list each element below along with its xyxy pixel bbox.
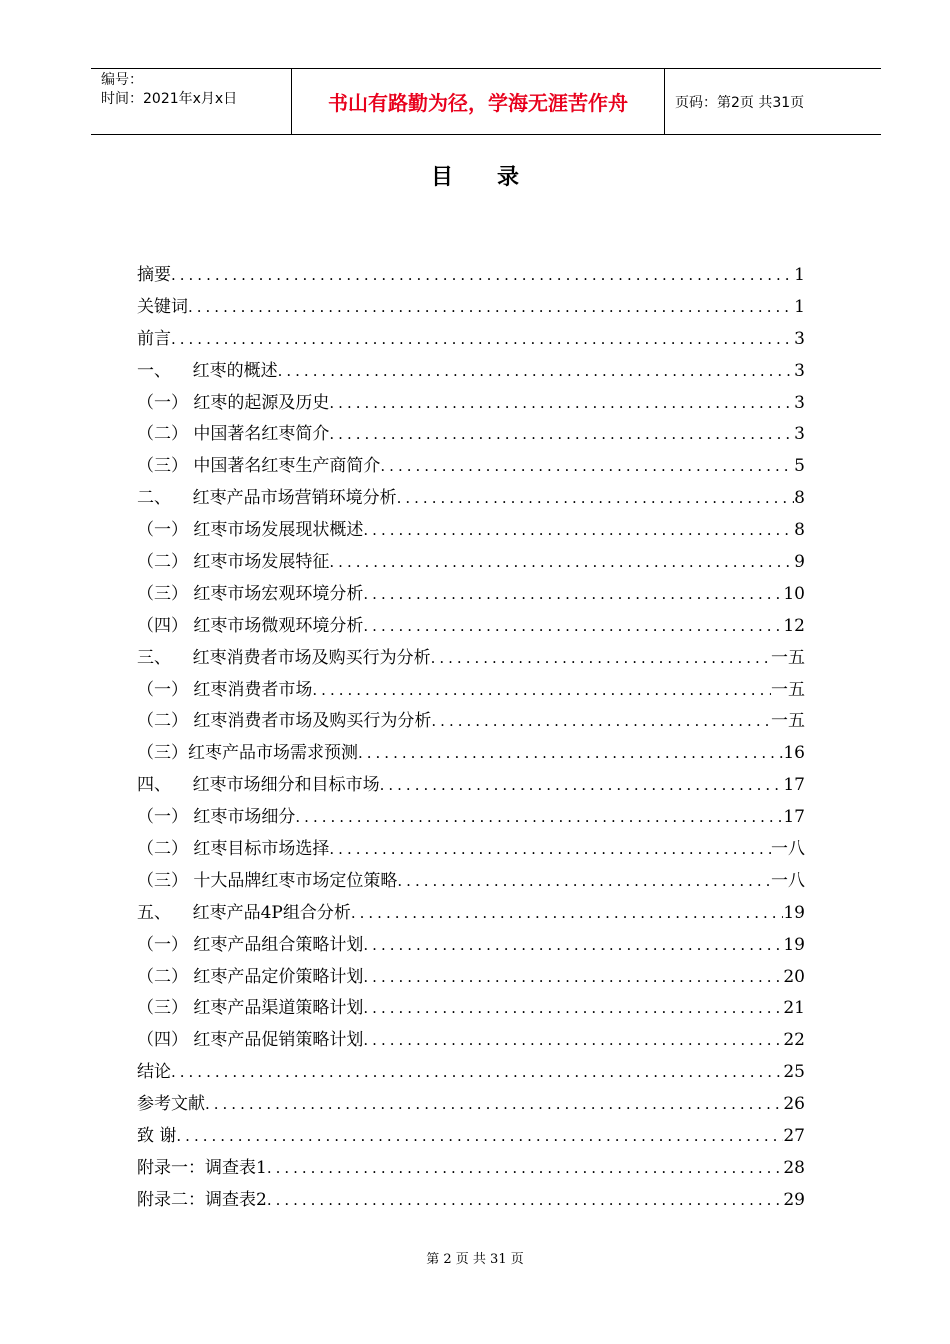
toc-leader-dots <box>363 999 783 1017</box>
toc-leader-dots <box>267 1159 784 1177</box>
toc-entry[interactable] <box>137 451 805 483</box>
toc-entry[interactable] <box>137 1121 805 1153</box>
toc-entry[interactable] <box>137 930 805 962</box>
toc-entry-label: （三） 十大品牌红枣市场定位策略 <box>137 870 398 891</box>
toc-entry[interactable] <box>137 1057 805 1089</box>
toc-entry-page: 20 <box>783 966 805 987</box>
toc-leader-dots <box>329 394 794 412</box>
toc-entry[interactable] <box>137 834 805 866</box>
toc-entry-label: （四） 红枣产品促销策略计划 <box>137 1030 364 1051</box>
toc-entry-page: 8 <box>794 488 805 509</box>
toc-entry-page: 17 <box>783 807 805 828</box>
toc-entry-label: （二） 红枣消费者市场及购买行为分析 <box>137 711 432 732</box>
toc-entry-page: 17 <box>783 775 805 796</box>
toc-entry-page: 19 <box>783 902 805 923</box>
toc-entry-label: 摘要 <box>137 265 171 285</box>
toc-entry-label: （二） 中国著名红枣简介 <box>137 424 330 445</box>
toc-entry-label: （三） 中国著名红枣生产商简介 <box>137 456 381 477</box>
toc-entry[interactable] <box>137 388 805 420</box>
toc-entry-label: （一） 红枣消费者市场 <box>137 679 313 700</box>
toc-leader-dots <box>363 936 783 954</box>
toc-leader-dots <box>431 649 771 667</box>
toc-entry[interactable] <box>137 1025 805 1057</box>
toc-leader-dots <box>295 808 783 826</box>
toc-entry[interactable] <box>137 1185 805 1217</box>
toc-entry[interactable] <box>137 898 805 930</box>
toc-entry[interactable] <box>137 515 805 547</box>
toc-leader-dots <box>329 553 794 571</box>
toc-entry-label: 五、 红枣产品4P组合分析 <box>137 902 351 923</box>
toc-entry-page: 26 <box>783 1094 805 1115</box>
toc-entry[interactable] <box>137 770 805 802</box>
toc-entry-page: 3 <box>794 360 805 381</box>
toc-entry-label: 参考文献 <box>137 1094 205 1115</box>
toc-leader-dots <box>380 457 794 475</box>
toc-entry-label: 二、 红枣产品市场营销环境分析 <box>137 488 397 509</box>
toc-entry-label: 致 谢 <box>137 1126 177 1147</box>
toc-leader-dots <box>397 872 771 890</box>
toc-entry[interactable] <box>137 579 805 611</box>
toc-entry-page: 3 <box>794 392 805 413</box>
toc-entry-page: 10 <box>783 583 805 604</box>
toc-leader-dots <box>351 904 783 922</box>
toc-leader-dots <box>267 1191 784 1209</box>
toc-entry-page: 一八 <box>771 870 805 891</box>
toc-entry[interactable] <box>137 292 805 324</box>
toc-entry[interactable] <box>137 738 805 770</box>
toc-entry-page: 9 <box>794 552 805 573</box>
toc-leader-dots <box>171 330 794 348</box>
toc-entry-label: （三） 红枣市场宏观环境分析 <box>137 583 364 604</box>
toc-entry-page: 19 <box>783 934 805 955</box>
toc-entry-label: （一） 红枣市场发展现状概述 <box>137 520 364 541</box>
toc-entry-label: 四、 红枣市场细分和目标市场 <box>137 775 380 796</box>
page-header <box>91 68 881 135</box>
toc-entry[interactable] <box>137 675 805 707</box>
toc-entry-page: 1 <box>794 296 805 317</box>
toc-entry-page: 27 <box>783 1126 805 1147</box>
page-footer: 第 2 页 共 31 页 <box>426 1252 524 1267</box>
toc-entry[interactable] <box>137 483 805 515</box>
table-of-contents <box>137 260 805 1217</box>
header-meta <box>91 69 292 134</box>
toc-entry[interactable] <box>137 866 805 898</box>
toc-entry-label: 附录二：调查表2 <box>137 1189 267 1210</box>
toc-entry-page: 8 <box>794 520 805 541</box>
toc-entry-label: 一、 红枣的概述 <box>137 360 278 381</box>
toc-entry[interactable] <box>137 802 805 834</box>
toc-entry-label: 结论 <box>137 1062 171 1083</box>
toc-entry[interactable] <box>137 611 805 643</box>
toc-entry-label: （二） 红枣产品定价策略计划 <box>137 966 364 987</box>
toc-leader-dots <box>431 712 771 730</box>
toc-entry[interactable] <box>137 706 805 738</box>
toc-entry[interactable] <box>137 547 805 579</box>
toc-entry[interactable] <box>137 356 805 388</box>
toc-entry[interactable] <box>137 1089 805 1121</box>
toc-entry-label: （二） 红枣市场发展特征 <box>137 552 330 573</box>
header-page-label: 页码：第2页 共31页 <box>675 94 805 111</box>
time-label: 时间：2021年x月x日 <box>101 91 238 107</box>
toc-entry-label: 前言 <box>137 328 171 349</box>
toc-leader-dots <box>188 298 794 316</box>
toc-leader-dots <box>176 1127 783 1145</box>
toc-entry[interactable] <box>137 260 805 292</box>
toc-entry-page: 12 <box>783 615 805 636</box>
toc-entry-page: 29 <box>783 1189 805 1210</box>
serial-label: 编号： <box>101 72 143 88</box>
toc-leader-dots <box>363 585 783 603</box>
toc-entry-page: 28 <box>783 1157 805 1178</box>
toc-entry-page: 一五 <box>771 647 805 668</box>
toc-entry[interactable] <box>137 962 805 994</box>
toc-entry-label: （一） 红枣的起源及历史 <box>137 392 330 413</box>
toc-entry-label: 三、 红枣消费者市场及购买行为分析 <box>137 647 431 668</box>
toc-leader-dots <box>363 1031 783 1049</box>
toc-leader-dots <box>171 266 794 284</box>
toc-leader-dots <box>363 521 794 539</box>
toc-entry-page: 1 <box>794 265 805 285</box>
toc-entry-page: 一五 <box>771 679 805 700</box>
toc-entry[interactable] <box>137 1153 805 1185</box>
toc-entry-label: （二） 红枣目标市场选择 <box>137 839 330 860</box>
toc-entry-page: 22 <box>783 1030 805 1051</box>
toc-entry-page: 3 <box>794 424 805 445</box>
toc-leader-dots <box>205 1095 783 1113</box>
toc-entry-label: （三） 红枣产品渠道策略计划 <box>137 998 364 1019</box>
toc-entry-label: （一） 红枣产品组合策略计划 <box>137 934 364 955</box>
toc-entry-label: （四） 红枣市场微观环境分析 <box>137 615 364 636</box>
toc-leader-dots <box>312 681 771 699</box>
toc-leader-dots <box>363 968 783 986</box>
toc-leader-dots <box>171 1063 783 1081</box>
toc-entry-page: 3 <box>794 328 805 349</box>
toc-entry-label: 附录一：调查表1 <box>137 1157 267 1178</box>
toc-leader-dots <box>380 776 784 794</box>
toc-leader-dots <box>278 362 795 380</box>
toc-entry-page: 5 <box>794 456 805 477</box>
toc-entry-page: 一五 <box>771 711 805 732</box>
toc-entry-page: 25 <box>783 1062 805 1083</box>
toc-leader-dots <box>329 840 771 858</box>
toc-entry-label: 关键词 <box>137 296 188 317</box>
toc-leader-dots <box>329 425 794 443</box>
toc-leader-dots <box>363 617 783 635</box>
toc-entry[interactable] <box>137 324 805 356</box>
toc-leader-dots <box>358 744 783 762</box>
toc-entry-page: 一八 <box>771 839 805 860</box>
toc-entry-label: （三）红枣产品市场需求预测 <box>137 743 358 764</box>
page-title: 目录 <box>430 165 563 190</box>
toc-entry[interactable] <box>137 643 805 675</box>
header-motto: 书山有路勤为径，学海无涯苦作舟 <box>292 69 665 134</box>
toc-entry-label: （一） 红枣市场细分 <box>137 807 296 828</box>
toc-leader-dots <box>397 489 795 507</box>
toc-entry-page: 16 <box>783 743 805 764</box>
toc-entry[interactable] <box>137 419 805 451</box>
toc-entry[interactable] <box>137 993 805 1025</box>
toc-entry-page: 21 <box>783 998 805 1019</box>
